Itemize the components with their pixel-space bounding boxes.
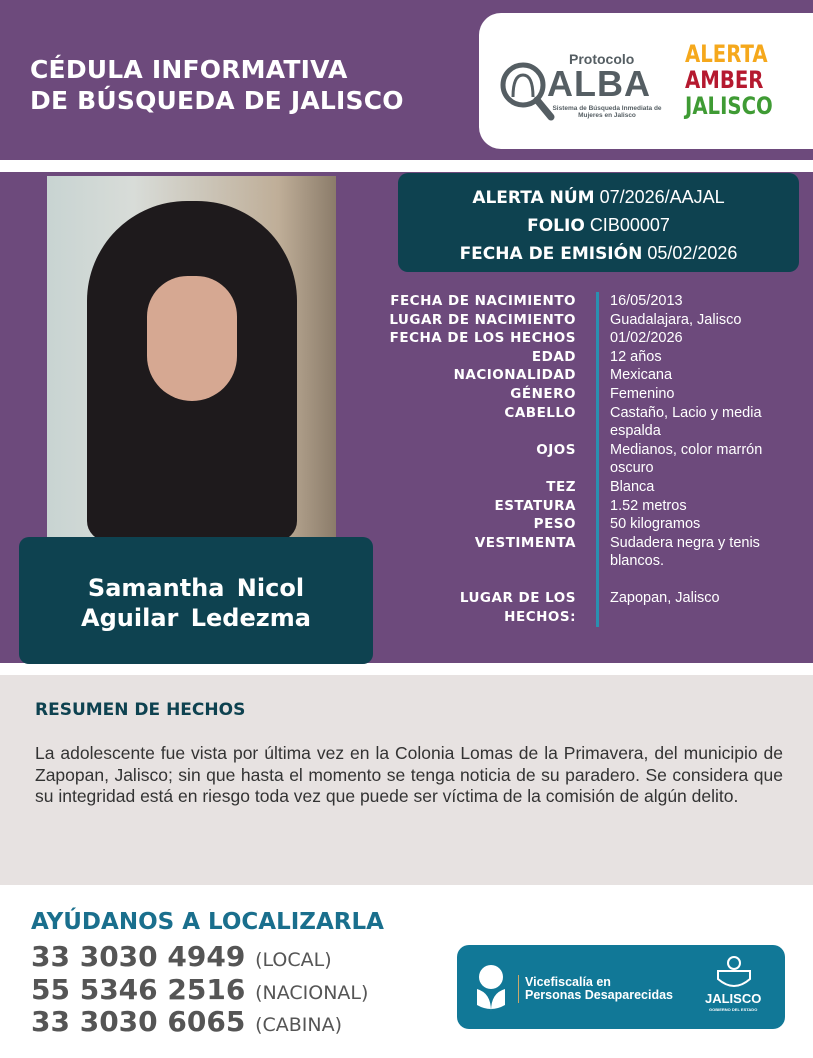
detail-row [340,497,800,516]
detail-label: OJOS [536,441,576,458]
detail-row [340,348,800,367]
person-name [19,537,373,664]
tree-icon [473,963,509,1013]
detail-label: EDAD [531,348,576,365]
detail-label: LUGAR DE NACIMIENTO [389,311,576,328]
phone-cabina[interactable]: 33 3030 6065 (CABINA) [31,1005,343,1038]
title-line: DE BÚSQUEDA DE JALISCO [30,86,404,115]
detail-value: Sudadera negra y tenis blancos. [610,534,760,570]
detail-value: Mexicana [610,367,673,384]
detail-row [340,329,800,348]
folio-label: FOLIO [527,216,585,236]
alba-top: Protocolo [569,51,635,67]
detail-value: Femenino [610,385,675,402]
summary-title: RESUMEN DE HECHOS [35,700,246,720]
detail-value: Zapopan, Jalisco [610,589,720,606]
vf-line: Personas Desaparecidas [525,988,674,1002]
detail-label: ESTATURA [494,497,576,514]
amber-line3: JALISCO [685,92,773,120]
detail-row [340,534,800,571]
person-photo [47,176,336,538]
detail-row [340,311,800,330]
phone-local[interactable]: 33 3030 4949 (LOCAL) [31,940,332,973]
alert-box [398,173,799,272]
detail-label: FECHA DE LOS HECHOS [389,330,576,347]
detail-row [340,478,800,497]
detail-value: Castaño, Lacio y media espalda [610,404,762,440]
detail-label: CABELLO [504,404,576,421]
detail-row [340,366,800,385]
detail-row [340,589,800,626]
detail-label: VESTIMENTA [474,534,576,551]
detail-label: GÉNERO [510,385,576,402]
title-line: CÉDULA INFORMATIVA [30,55,348,84]
logos-panel [479,13,813,149]
alba-sub: Sistema de Búsqueda Inmediata de Mujeres en Jalisco [552,105,662,119]
amber-line1: ALERTA [685,40,768,68]
detail-value: 1.52 metros [610,497,687,514]
vicefiscalia-logo [457,945,785,1029]
detail-label: NACIONALIDAD [453,367,576,384]
detail-label: FECHA DE NACIMIENTO [390,293,576,309]
jalisco-shield-icon [714,955,754,989]
detail-value: Medianos, color marrón oscuro [610,441,763,477]
name-line: Aguilar Ledezma [81,604,311,632]
contact-title: AYÚDANOS A LOCALIZARLA [31,909,384,935]
detail-label: TEZ [546,478,576,495]
detail-value: 01/02/2026 [610,330,683,347]
detail-row [340,385,800,404]
detail-row [340,515,800,534]
page-title [30,54,404,116]
fecha: 05/02/2026 [647,243,738,263]
detail-label: LUGAR DE LOS HECHOS: [459,589,576,625]
amber-logo [685,41,773,119]
summary-text: La adolescente fue vista por última vez en la Colonia Lomas de la Primavera, del municipio de Zapopan, Jalisco; sin que hasta el momento se tenga noticia de su paradero. Se considera que su integridad está en riesgo toda vez que puede ser víctima de la comisión de algún delito. [35,743,783,806]
alert-num-label: ALERTA NÚM [472,188,595,208]
gobierno-text: GOBIERNO DEL ESTADO [709,1007,758,1012]
detail-value: 50 kilogramos [610,516,701,533]
folio: CIB00007 [589,215,670,235]
alba-logo [499,43,669,123]
amber-line2: AMBER [685,66,764,94]
alert-num: 07/2026/AAJAL [599,187,725,207]
detail-value: 16/05/2013 [610,293,683,309]
detail-value: Blanca [610,478,655,495]
name-line: Samantha Nicol [87,574,305,602]
detail-label: PESO [533,516,576,533]
vf-line: Vicefiscalía en [525,975,611,989]
fecha-label: FECHA DE EMISIÓN [459,244,643,264]
details-list [340,292,800,626]
detail-value: 12 años [610,348,662,365]
alba-main: ALBA [547,63,651,104]
jalisco-text: JALISCO [705,991,762,1006]
detail-row [340,441,800,478]
detail-row [340,404,800,441]
detail-row [340,292,800,311]
phone-nacional[interactable]: 55 5346 2516 (NACIONAL) [31,973,369,1006]
detail-value: Guadalajara, Jalisco [610,311,742,328]
